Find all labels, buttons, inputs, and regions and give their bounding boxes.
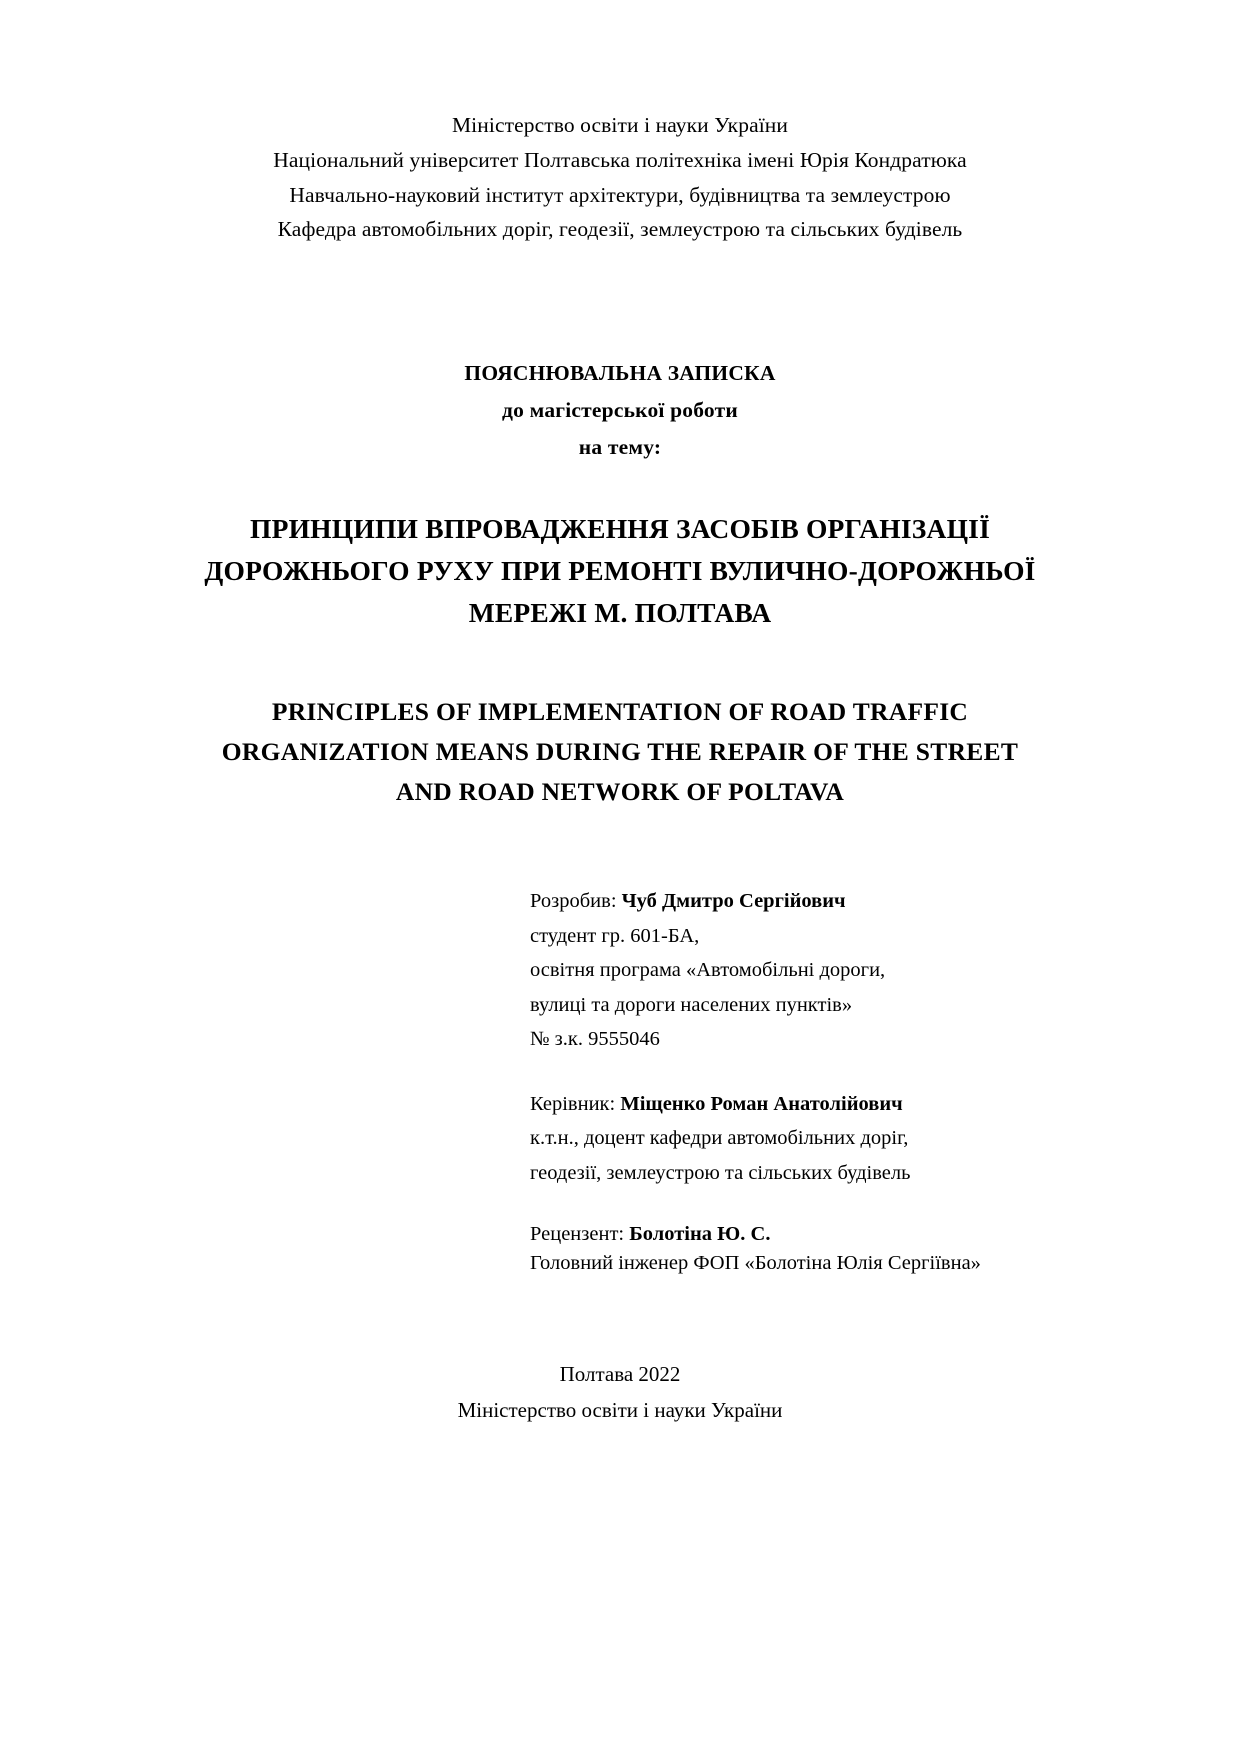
spacer [120,634,1120,692]
author-line: освітня програма «Автомобільні дороги, [530,959,886,982]
thesis-title-ukrainian [120,508,1120,633]
supervisor-name: Міщенко Роман Анатолійович [620,1092,903,1115]
document-type-line: на тему: [578,435,662,460]
supervisor-line: геодезії, землеустрою та сільських будівель [530,1161,911,1184]
organization-line: Національний університет Полтавська політехніка імені Юрія Кондратюка [273,147,967,172]
supervisor-line: к.т.н., доцент кафедри автомобільних доріг, [530,1127,909,1150]
author-name: Чуб Дмитро Сергійович [621,890,846,913]
supervisor-block [530,1087,1120,1190]
document-type-line: до магістерської роботи [502,398,738,423]
organization-block [120,108,1120,247]
document-type-line: ПОЯСНЮВАЛЬНА ЗАПИСКА [464,361,776,386]
title-line: ПРИНЦИПИ ВПРОВАДЖЕННЯ ЗАСОБІВ ОРГАНІЗАЦІЇ [250,513,990,545]
footer-block [120,1356,1120,1428]
people-block [530,884,1120,1278]
document-type-block [120,355,1120,466]
organization-line: Навчально-науковий інститут архітектури, будівництва та землеустрою [289,182,951,207]
reviewer-name: Болотіна Ю. С. [629,1222,771,1245]
author-block [530,884,1120,1056]
title-line: PRINCIPLES OF IMPLEMENTATION OF ROAD TRAFFIC [271,696,969,726]
footer-line: Міністерство освіти і науки України [457,1398,783,1423]
reviewer-name-line [530,1220,1120,1249]
spacer [120,466,1120,508]
organization-line: Кафедра автомобільних доріг, геодезії, землеустрою та сільських будівель [277,217,963,242]
reviewer-role-label: Рецензент: [530,1222,625,1245]
title-line: ORGANIZATION MEANS DURING THE REPAIR OF THE STREET [221,736,1019,766]
author-line: вулиці та дороги населених пунктів» [530,993,853,1016]
author-line: № з.к. 9555046 [530,1028,660,1051]
author-name-line [530,884,1120,918]
reviewer-block [530,1220,1120,1278]
supervisor-role-label: Керівник: [530,1092,616,1115]
organization-line: Міністерство освіти і науки України [451,113,789,137]
thesis-title-english [120,692,1120,813]
spacer [120,812,1120,884]
author-role-label: Розробив: [530,890,617,913]
footer-line: Полтава 2022 [559,1362,681,1387]
title-line: МЕРЕЖІ М. ПОЛТАВА [468,596,772,628]
supervisor-name-line [530,1087,1120,1121]
reviewer-line: Головний інженер ФОП «Болотіна Юлія Сергіївна» [530,1252,981,1275]
author-line: студент гр. 601-БА, [530,924,700,947]
spacer [120,247,1120,355]
title-line: ДОРОЖНЬОГО РУХУ ПРИ РЕМОНТІ ВУЛИЧНО-ДОРОЖНЬОЇ [204,555,1036,587]
title-line: AND ROAD NETWORK OF POLTAVA [395,777,845,807]
